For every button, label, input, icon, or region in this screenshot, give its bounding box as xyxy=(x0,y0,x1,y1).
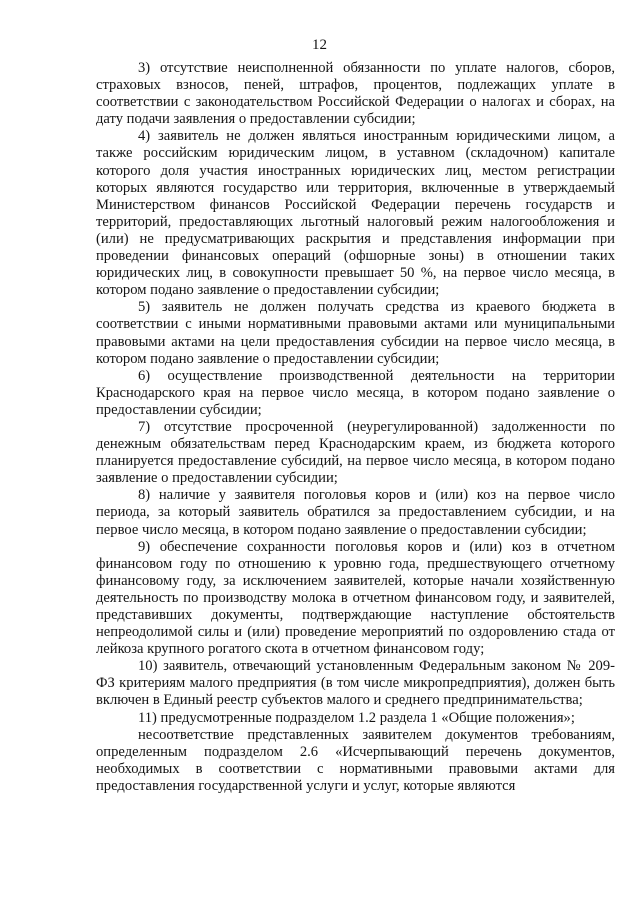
paragraph-item-8: 8) наличие у заявителя поголовья коров и (или) коз на первое число периода, за который заявитель обратился за предоставлением субсидии, и на первое число месяца, в котором подано заявление о предоставлении субсидии; xyxy=(96,487,615,538)
paragraph-item-11: 11) предусмотренные подразделом 1.2 раздела 1 «Общие положения»; xyxy=(138,709,575,726)
paragraph-item-6: 6) осуществление производственной деятельности на территории Краснодарского края на первое число месяца, в котором подано заявление о предоставлении субсидии; xyxy=(96,367,615,418)
paragraph-item-10: 10) заявитель, отвечающий установленным Федеральным законом № 209-ФЗ критериям малого предприятия (в том числе микропредприятия), должен быть включен в Единый реестр субъектов малого и среднего предпринимательства; xyxy=(96,658,615,709)
page-number: 12 xyxy=(312,37,327,53)
document-body xyxy=(96,60,615,795)
paragraph-nonconformity: несоответствие представленных заявителем документов требованиям, определенным подразделом 2.6 «Исчерпывающий перечень документов, необходимых в соответствии с нормативными правовыми актами для предоставления государственной услуги и услуг, которые являются xyxy=(96,726,615,794)
paragraph-item-9: 9) обеспечение сохранности поголовья коров и (или) коз в отчетном финансовом году по отношению к уровню года, предшествующего отчетному финансовому году, за исключением заявителей, которые начали хозяйственную деятельность по производству молока в отчетном финансовом году, и заявителей, представивших документы, подтверждающие наступление обстоятельств непреодолимой силы и (или) проведение мероприятий по оздоровлению стада от лейкоза крупного рогатого скота в отчетном финансовом году; xyxy=(96,538,615,658)
paragraph-item-4: 4) заявитель не должен являться иностранным юридическими лицом, а также российским юридическим лицом, в уставном (складочном) капитале которого доля участия иностранных юридических лиц, местом регистрации которых являются государство или территория, включенные в утверждаемый Министерством финансов Российской Федерации перечень государств и территорий, предоставляющих льготный налоговый режим налогообложения и (или) не предусматривающих раскрытия и представления информации при проведении финансовых операций (офшорные зоны) в отношении таких юридических лиц, в совокупности превышает 50 %, на первое число месяца, в котором подано заявление о предоставлении субсидии; xyxy=(96,128,615,299)
paragraph-item-3: 3) отсутствие неисполненной обязанности по уплате налогов, сборов, страховых взносов, пеней, штрафов, процентов, подлежащих уплате в соответствии с законодательством Российской Федерации о налогах и сборах, на дату подачи заявления о предоставлении субсидии; xyxy=(96,60,615,128)
paragraph-item-5: 5) заявитель не должен получать средства из краевого бюджета в соответствии с иными нормативными правовыми актами или муниципальными правовыми актами на цели предоставления субсидии на первое число месяца, в котором подано заявление о предоставлении субсидии; xyxy=(96,299,615,367)
paragraph-item-7: 7) отсутствие просроченной (неурегулированной) задолженности по денежным обязательствам перед Краснодарским краем, из бюджета которого планируется предоставление субсидий, на первое число месяца, в котором подано заявление о предоставлении субсидии; xyxy=(96,418,615,487)
